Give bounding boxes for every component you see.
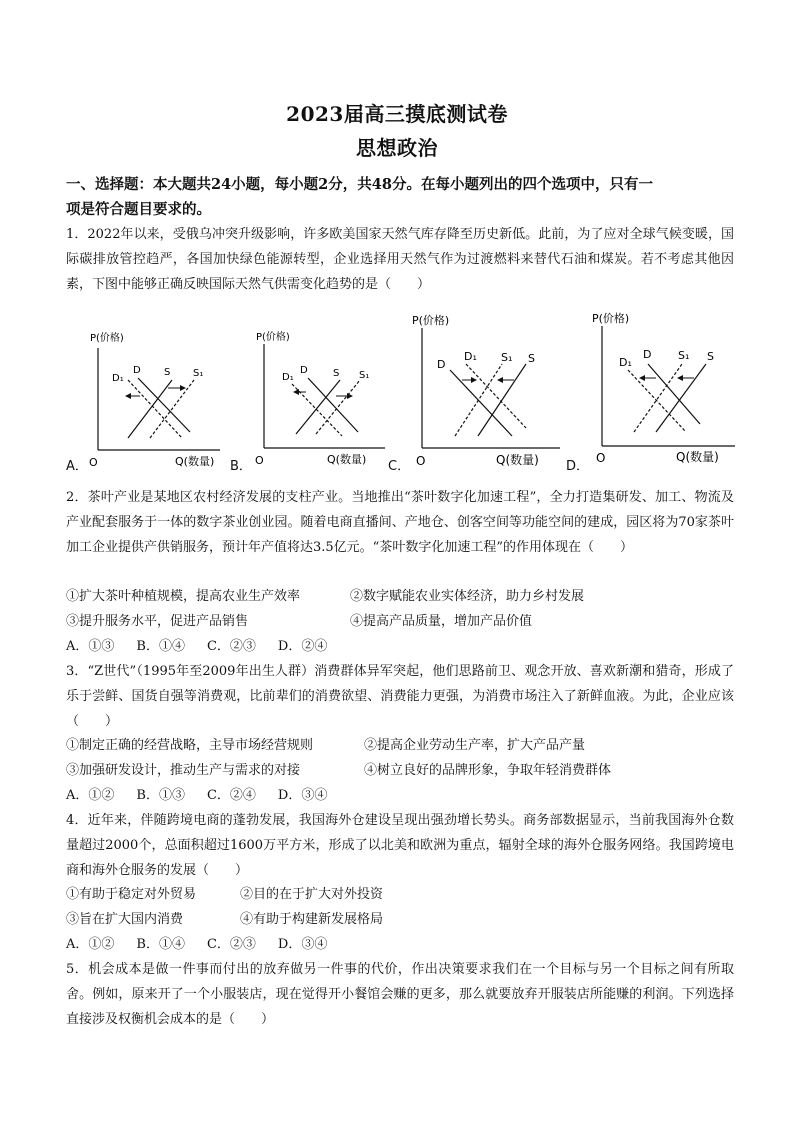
graph-b-s: S: [333, 368, 340, 379]
q4-choice-d: D．③④: [277, 937, 328, 952]
graph-b-ylabel: P(价格): [256, 332, 290, 343]
graph-d-ylabel: P(价格): [592, 312, 630, 325]
question-4-text: 4．近年来，伴随跨境电商的蓬勃发展，我国海外仓建设呈现出强劲增长势头。商务部数据显示，当前我国海外仓数量超过2000个，总面积超过1600万平方米，形成了以北美和欧洲为重点，辐射全球的海外仓服务网络。我国跨境电商和海外仓服务的发展（ ）: [66, 813, 734, 878]
q4-statement-4: ④有助于构建新发展格局: [240, 912, 384, 927]
q2-choice-d: D．②④: [277, 639, 328, 654]
graph-b-d1: D₁: [282, 372, 294, 383]
q3-choice-c: C．②④: [206, 788, 256, 803]
graph-b-s1: S₁: [359, 370, 370, 381]
graph-d-s: S: [707, 350, 714, 363]
graph-a-ylabel: P(价格): [90, 333, 124, 344]
graph-c-s: S: [528, 352, 535, 365]
q2-choice-b: B．①④: [136, 639, 185, 654]
q3-statement-4: ④树立良好的品牌形象，争取年轻消费群体: [364, 763, 612, 778]
q3-statement-2: ②提高企业劳动生产率，扩大产品产量: [364, 738, 586, 753]
graph-a-d1: D₁: [112, 373, 124, 384]
q2-statement-4: ④提高产品质量，增加产品价值: [350, 614, 533, 629]
graph-d-s1: S₁: [678, 349, 690, 362]
graph-a-xlabel: Q(数量): [175, 455, 215, 468]
graph-c-ylabel: P(价格): [412, 314, 450, 327]
graph-b-xlabel: Q(数量): [327, 453, 367, 466]
exam-title: 2023届高三摸底测试卷: [286, 102, 508, 126]
q4-choices: [66, 932, 349, 957]
q2-choices: [66, 634, 349, 659]
question-5-text: 5．机会成本是做一件事而付出的放弃做另一件事的代价，作出决策要求我们在一个目标与另一个目标之间有所取舍。例如，原来开了一个小服装店，现在觉得开小餐馆会赚的更多，那么就要放弃开服装店所能赚的利润。下列选择直接涉及权衡机会成本的是（ ）: [66, 962, 734, 1027]
graph-d-origin: O: [596, 451, 606, 465]
graph-a-s1: S₁: [193, 368, 204, 379]
question-2-text: 2．茶叶产业是某地区农村经济发展的支柱产业。当地推出“茶叶数字化加速工程”，全力打造集研发、加工、物流及产业配套服务于一体的数字茶业创业园。随着电商直播间、产地仓、创客空间等功能空间的建成，园区将为70家茶叶加工企业提供产供销服务，预计年产值将达3.5亿元。“茶叶数字化加速工程”的作用体现在（ ）: [66, 490, 734, 555]
q2-choice-a: A．①③: [66, 639, 115, 654]
graph-option-d: D．: [566, 459, 590, 474]
graph-c-s1: S₁: [501, 351, 513, 364]
q2-statement-2: ②数字赋能农业实体经济，助力乡村发展: [350, 589, 585, 604]
graph-d: [592, 311, 735, 465]
graph-d-d1: D₁: [619, 356, 632, 369]
graph-a-s: S: [164, 367, 171, 378]
graph-a: [89, 331, 220, 469]
q4-statement-3: ③旨在扩大国内消费: [66, 912, 184, 927]
graph-option-c: C．: [388, 459, 411, 474]
q3-statement-3: ③加强研发设计，推动生产与需求的对接: [66, 763, 301, 778]
graph-c-d: D: [437, 358, 446, 371]
q3-choice-b: B．①③: [136, 788, 185, 803]
graph-c: [412, 313, 560, 468]
graph-c-d1: D₁: [464, 350, 477, 363]
graph-c-origin: O: [416, 454, 426, 468]
graph-a-d: D: [133, 365, 141, 376]
q2-statement-3: ③提升服务水平，促进产品销售: [66, 614, 249, 629]
graph-d-xlabel: Q(数量): [676, 450, 719, 464]
graph-b-d: D: [300, 365, 308, 376]
section-heading-line1: 一、选择题：本大题共24小题，每小题2分，共48分。在每小题列出的四个选项中，只有一: [66, 176, 653, 193]
q4-choice-c: C．②③: [206, 937, 256, 952]
q4-choice-b: B．①④: [136, 937, 185, 952]
q2-choice-c: C．②③: [206, 639, 256, 654]
subject-title: 思想政治: [356, 136, 438, 160]
graph-b: [255, 330, 385, 467]
supply-demand-graphs: [0, 300, 794, 475]
graph-option-b: B．: [230, 459, 252, 474]
q2-statement-1: ①扩大茶叶种植规模，提高农业生产效率: [66, 589, 301, 604]
q4-statement-2: ②目的在于扩大对外投资: [240, 887, 384, 902]
q4-choice-a: A．①②: [66, 937, 115, 952]
graph-a-origin: O: [89, 456, 98, 469]
q3-choices: [66, 783, 349, 808]
q4-statement-1: ①有助于稳定对外贸易: [66, 887, 197, 902]
graph-b-origin: O: [255, 454, 264, 467]
q3-statement-1: ①制定正确的经营战略，主导市场经营规则: [66, 738, 314, 753]
section-heading: [66, 172, 734, 222]
graph-d-d: D: [643, 348, 652, 361]
graph-option-a: A．: [66, 459, 88, 474]
question-1-text: 1．2022年以来，受俄乌冲突升级影响，许多欧美国家天然气库存降至历史新低。此前，为了应对全球气候变暖，国际碳排放管控趋严，各国加快绿色能源转型，企业选择用天然气作为过渡燃料来替代石油和煤炭。若不考虑其他因素，下图中能够正确反映国际天然气供需变化趋势的是（ ）: [66, 227, 734, 292]
section-heading-line2: 项是符合题目要求的。: [66, 201, 211, 218]
q3-choice-d: D．③④: [277, 788, 328, 803]
question-3-text: 3．“Z世代”（1995年至2009年出生人群）消费群体异军突起，他们思路前卫、观念开放、喜欢新潮和猎奇，形成了乐于尝鲜、国货自强等消费观，比前辈们的消费欲望、消费能力更强，为消费市场注入了新鲜血液。为此，企业应该（ ）: [66, 664, 734, 729]
q3-choice-a: A．①②: [66, 788, 115, 803]
graph-c-xlabel: Q(数量): [496, 453, 539, 467]
